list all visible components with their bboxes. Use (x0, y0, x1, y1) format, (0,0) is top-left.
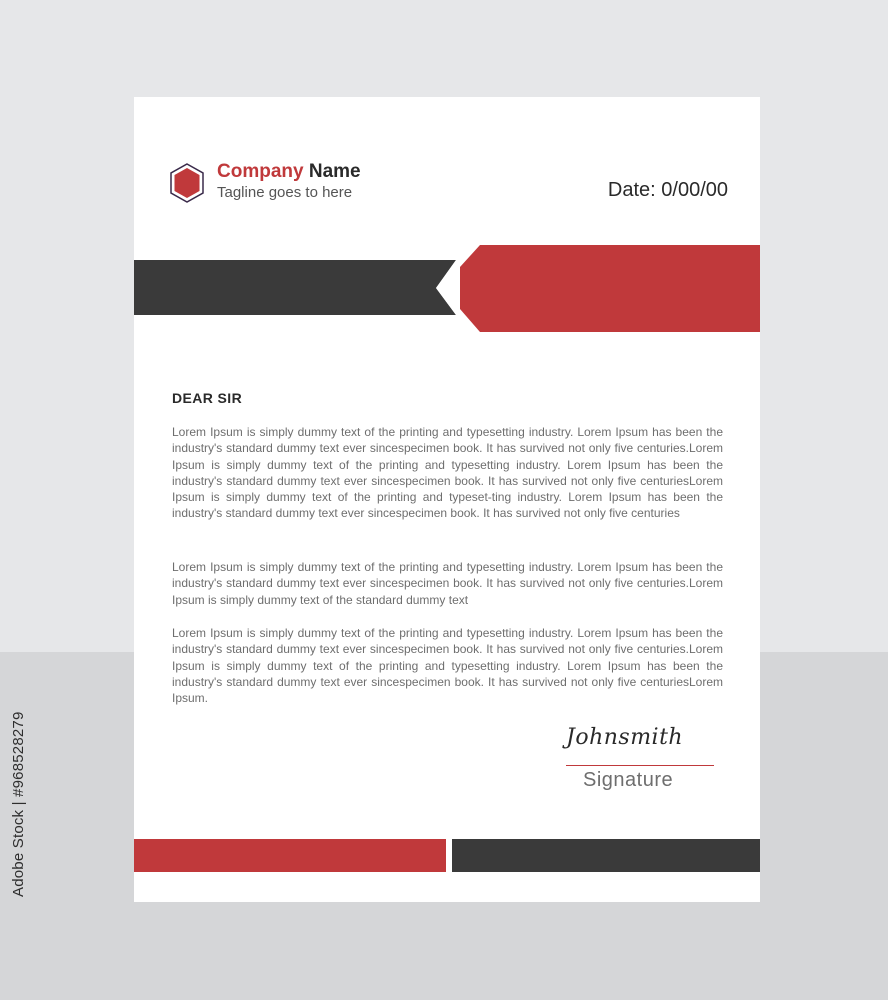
stock-id-label: Adobe Stock | #968528279 (10, 711, 27, 897)
letter-date: Date: 0/00/00 (607, 179, 728, 201)
body-paragraph-3: Lorem Ipsum is simply dummy text of the printing and typesetting industry. Lorem Ipsum has been the industry's standard dummy text ever sincespecimen book. It has survived not only five centuries.Lorem Ipsum is simply dummy text of the printing and typesetting industry. Lorem Ipsum has been the industry's standard dummy text ever sincespecimen book. It has survived not only five centuriesLorem Ipsum. (172, 626, 723, 706)
body-paragraph-1: Lorem Ipsum is simply dummy text of the printing and typesetting industry. Lorem Ipsum has been the industry's standard dummy text ever sincespecimen book. It has survived not only five centuries.Lorem Ipsum is simply dummy text of the printing and typesetting industry. Lorem Ipsum has been the industry's standard dummy text ever sincespecimen book. It has survived not only five centuriesLorem Ipsum is simply dummy text of the printing and typeset-ting industry. Lorem Ipsum has been the industry's standard dummy text ever sincespecimen book. It has survived not only five centuries (172, 425, 723, 521)
greeting: DEAR SIR (172, 390, 243, 406)
body-paragraph-2: Lorem Ipsum is simply dummy text of the printing and typesetting industry. Lorem Ipsum has been the industry's standard dummy text ever sincespecimen book. It has survived not only five centuries.Lorem Ipsum is simply dummy text of the standard dummy text (172, 560, 723, 607)
signature-label: Signature (583, 769, 674, 791)
company-name-first: Company (217, 161, 304, 182)
header-band (134, 243, 760, 333)
hexagon-logo-icon (169, 163, 205, 203)
header-band-dark (134, 260, 456, 315)
footer-band-dark (452, 839, 760, 872)
company-tagline: Tagline goes to here (217, 184, 353, 201)
letterhead-page (134, 97, 760, 902)
signature-script: Johnsmith (566, 725, 684, 750)
footer-band-red (134, 839, 446, 872)
company-name-second: Name (308, 161, 361, 182)
company-name (217, 161, 361, 183)
signature-underline (566, 765, 714, 766)
header-band-red (460, 245, 760, 332)
